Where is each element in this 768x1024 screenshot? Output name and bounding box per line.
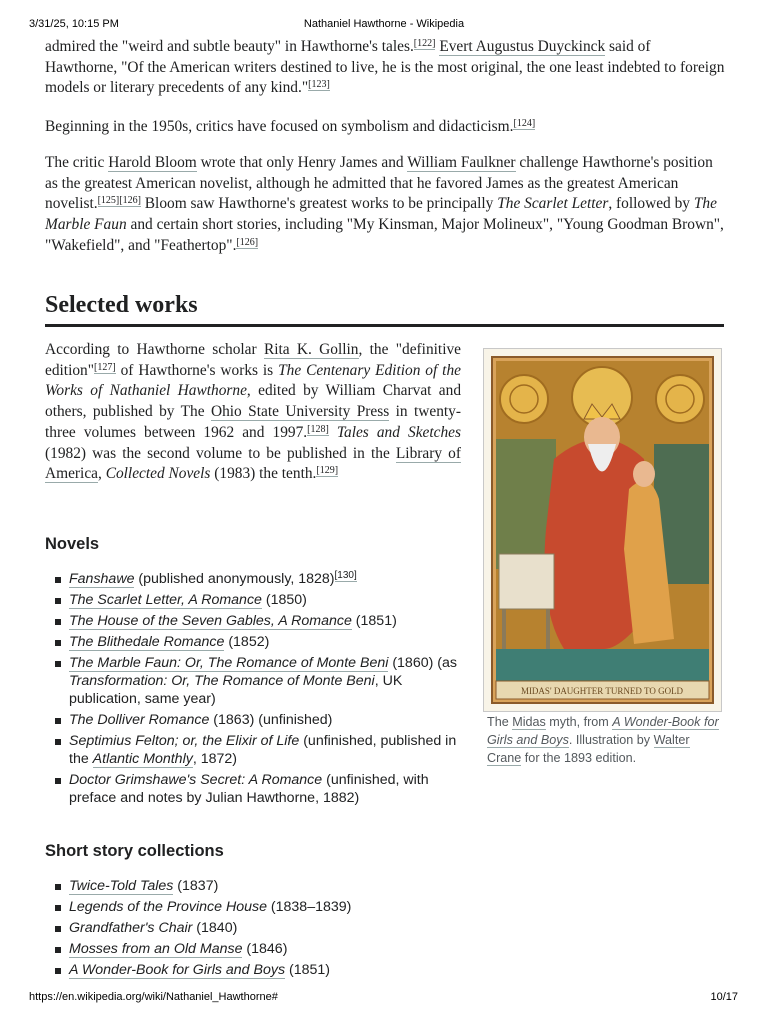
subheading-short-stories: Short story collections [45, 842, 224, 860]
citation-123[interactable]: [123] [308, 79, 330, 91]
paragraph-1950s: Beginning in the 1950s, critics have focused on symbolism and didacticism.[124] [45, 118, 536, 135]
print-url: https://en.wikipedia.org/wiki/Nathaniel_Hawthorne# [29, 991, 278, 1003]
print-page-title: Nathaniel Hawthorne - Wikipedia [303, 18, 465, 30]
list-item: A Wonder-Book for Girls and Boys (1851) [45, 961, 465, 979]
link-twice-told-tales[interactable]: Twice-Told Tales [69, 878, 174, 894]
link-blithedale-romance[interactable]: The Blithedale Romance [69, 634, 225, 650]
short-stories-list [45, 877, 465, 982]
illustration-inscription: MIDAS' DAUGHTER TURNED TO GOLD [520, 686, 684, 696]
link-ohio-state-press[interactable]: Ohio State University Press [210, 403, 390, 421]
list-item: The House of the Seven Gables, A Romance (1851) [45, 612, 465, 630]
paragraph-critics: admired the "weird and subtle beauty" in Hawthorne's tales.[122] Evert Augustus Duyckinck said of Hawthorne, "Of the American writers destined to live, he is the most original, the one least indebted to foreign models or literary precedents of any kind."[123] [45, 38, 725, 97]
citation-129[interactable]: [129] [316, 465, 339, 477]
list-item: Twice-Told Tales (1837) [45, 877, 465, 895]
citation-127[interactable]: [127] [94, 361, 116, 373]
link-walter-crane[interactable]: Walter Crane [487, 733, 690, 765]
subheading-novels: Novels [45, 535, 100, 553]
paragraph-bloom: The critic Harold Bloom wrote that only Henry James and William Faulkner challenge Hawthorne's position as the greatest American novelist, although he admitted that he favored James as the greatest American novelist.[125][126] Bloom saw Hawthorne's greatest works to be principally The Scarlet Letter, followed by The Marble Faun and certain short stories, including "My Kinsman, Major Molineux", "Young Goodman Brown", "Wakefield", and "Feathertop".[126] [45, 154, 724, 254]
figure-caption: The Midas myth, from A Wonder-Book for Girls and Boys. Illustration by Walter Crane for the 1893 edition. [487, 715, 719, 765]
link-wonder-book-caption[interactable]: A Wonder-Book for Girls and Boys [487, 715, 719, 747]
citation-126[interactable]: [126] [119, 195, 141, 207]
link-library-of-america[interactable]: Library of America [45, 444, 461, 483]
novels-list [45, 570, 465, 810]
citation-125[interactable]: [125] [97, 195, 120, 207]
citation-128[interactable]: [128] [307, 423, 329, 435]
print-datetime: 3/31/25, 10:15 PM [29, 18, 119, 30]
link-atlantic-monthly[interactable]: Atlantic Monthly [92, 751, 193, 767]
link-fanshawe[interactable]: Fanshawe [69, 571, 135, 587]
citation-130[interactable]: [130] [334, 570, 357, 581]
citation-126b[interactable]: [126] [236, 236, 259, 248]
list-item: The Blithedale Romance (1852) [45, 633, 465, 651]
list-item: Grandfather's Chair (1840) [45, 919, 465, 937]
link-harold-bloom[interactable]: Harold Bloom [108, 154, 197, 171]
print-page-number: 10/17 [710, 991, 738, 1003]
paragraph-editions: According to Hawthorne scholar Rita K. Gollin, the "definitive edition"[127] of Hawthorne's works is The Centenary Edition of the Works of Nathaniel Hawthorne, edited by William Charvat and others, published by The Ohio State University Press in twenty-three volumes between 1962 and 1997.[128] Tales and Sketches (1982) was the second volume to be published in the Library of America, Collected Novels (1983) the tenth.[129] [45, 341, 462, 483]
midas-illustration[interactable] [483, 348, 722, 712]
link-mosses-old-manse[interactable]: Mosses from an Old Manse [69, 941, 243, 957]
list-item: Doctor Grimshawe's Secret: A Romance (unfinished, with preface and notes by Julian Hawthorne, 1882) [45, 771, 465, 807]
link-william-faulkner[interactable]: William Faulkner [407, 154, 516, 171]
list-item: The Scarlet Letter, A Romance (1850) [45, 591, 465, 609]
list-item: Legends of the Province House (1838–1839) [45, 898, 465, 916]
link-midas[interactable]: Midas [512, 715, 546, 729]
citation-124[interactable]: [124] [513, 118, 536, 129]
list-item: Septimius Felton; or, the Elixir of Life (unfinished, published in the Atlantic Monthly, 1872) [45, 732, 465, 768]
citation-122[interactable]: [122] [413, 38, 436, 49]
link-marble-faun[interactable]: The Marble Faun: Or, The Romance of Monte Beni [69, 655, 389, 671]
link-wonder-book[interactable]: A Wonder-Book for Girls and Boys [69, 962, 286, 978]
list-item: The Dolliver Romance (1863) (unfinished) [45, 711, 465, 729]
section-heading-selected-works: Selected works [45, 290, 724, 327]
link-duyckinck[interactable]: Evert Augustus Duyckinck [439, 38, 606, 55]
list-item: Mosses from an Old Manse (1846) [45, 940, 465, 958]
print-header [0, 0, 768, 30]
link-seven-gables[interactable]: The House of the Seven Gables, A Romance [69, 613, 352, 629]
link-rita-gollin[interactable]: Rita K. Gollin [263, 341, 359, 358]
list-item: Fanshawe (published anonymously, 1828)[130] [45, 570, 465, 588]
link-scarlet-letter[interactable]: The Scarlet Letter, A Romance [69, 592, 262, 608]
list-item: The Marble Faun: Or, The Romance of Monte Beni (1860) (as Transformation: Or, The Romance of Monte Beni, UK publication, same year) [45, 654, 465, 708]
